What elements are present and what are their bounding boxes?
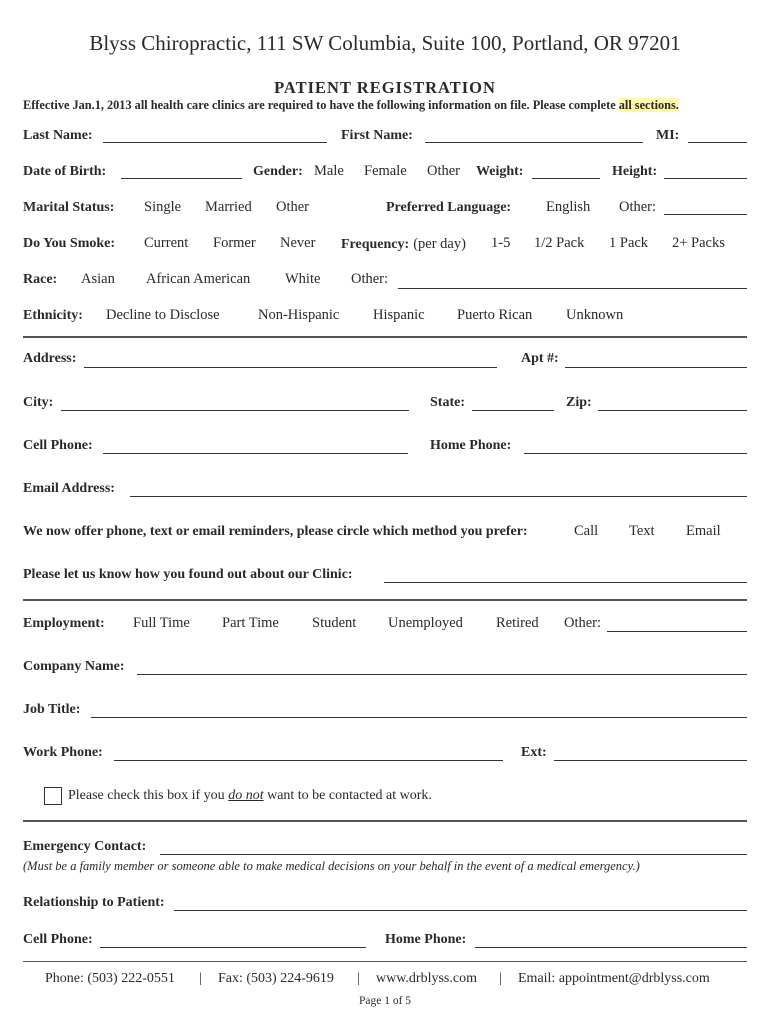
reminder-option-call[interactable]: Call: [574, 523, 599, 539]
gender-label: Gender:: [253, 164, 303, 179]
preferred-language-label: Preferred Language:: [386, 200, 512, 215]
page-number: Page 1 of 5: [358, 995, 412, 1007]
frequency-label-group: [341, 235, 466, 253]
state-field[interactable]: [472, 410, 554, 411]
emergency-contact-note: (Must be a family member or someone able to make medical decisions on your behalf in the event of a medical emergency.): [23, 859, 640, 873]
language-option-other[interactable]: Other:: [619, 199, 657, 215]
form-title: PATIENT REGISTRATION: [274, 78, 496, 97]
job-title-field[interactable]: [91, 717, 747, 718]
emergency-contact-field[interactable]: [160, 854, 747, 855]
state-label: State:: [430, 395, 465, 410]
ethnicity-label: Ethnicity:: [23, 308, 83, 323]
marital-option-other[interactable]: Other: [276, 199, 310, 215]
employment-option-full-time[interactable]: Full Time: [133, 615, 190, 631]
no-contact-at-work-text: [68, 788, 432, 804]
frequency-option-half-pack[interactable]: 1/2 Pack: [534, 235, 585, 251]
footer-separator: |: [499, 971, 502, 986]
footer-divider: [23, 961, 747, 962]
apt-field[interactable]: [565, 367, 747, 368]
footer-separator: |: [357, 971, 360, 986]
mi-field[interactable]: [688, 142, 747, 143]
work-phone-label: Work Phone:: [23, 745, 103, 760]
weight-field[interactable]: [532, 178, 600, 179]
race-option-other[interactable]: Other:: [351, 271, 389, 287]
employment-option-retired[interactable]: Retired: [496, 615, 539, 631]
ethnicity-option-decline[interactable]: Decline to Disclose: [106, 307, 220, 323]
company-name-field[interactable]: [137, 674, 747, 675]
relationship-field[interactable]: [174, 910, 747, 911]
smoke-option-former[interactable]: Former: [213, 235, 256, 251]
footer-website-link[interactable]: www.drblyss.com: [376, 971, 477, 986]
race-label: Race:: [23, 272, 58, 287]
dob-field[interactable]: [121, 178, 242, 179]
home-phone-field[interactable]: [524, 453, 747, 454]
employment-other-field[interactable]: [607, 631, 747, 632]
marital-option-married[interactable]: Married: [205, 199, 252, 215]
marital-status-label: Marital Status:: [23, 200, 115, 215]
home-phone-label: Home Phone:: [430, 438, 512, 453]
notice-highlight: all sections.: [618, 98, 679, 112]
last-name-field[interactable]: [103, 142, 327, 143]
emergency-cell-phone-field[interactable]: [100, 947, 366, 948]
notice-text: [23, 98, 679, 113]
checkbox-text-prefix: Please check this box if you: [68, 788, 225, 803]
frequency-hint: (per day): [413, 236, 466, 252]
employment-option-unemployed[interactable]: Unemployed: [388, 615, 463, 631]
reminder-label: We now offer phone, text or email reminders, please circle which method you prefer:: [23, 524, 528, 539]
email-field[interactable]: [130, 496, 747, 497]
gender-option-male[interactable]: Male: [314, 163, 344, 179]
no-contact-at-work-checkbox[interactable]: [44, 787, 62, 805]
reminder-option-email[interactable]: Email: [686, 523, 721, 539]
cell-phone-label: Cell Phone:: [23, 438, 93, 453]
ext-field[interactable]: [554, 760, 747, 761]
employment-label: Employment:: [23, 616, 105, 631]
checkbox-text-emphasis: do not: [228, 788, 264, 803]
notice-prefix: Effective Jan.1, 2013 all health care clinics are required to have the following information on file. Please complete: [23, 98, 616, 112]
reminder-option-text[interactable]: Text: [629, 523, 655, 539]
smoke-option-current[interactable]: Current: [144, 235, 189, 251]
race-option-asian[interactable]: Asian: [81, 271, 115, 287]
found-us-field[interactable]: [384, 582, 747, 583]
checkbox-text-suffix: want to be contacted at work.: [267, 788, 432, 803]
cell-phone-field[interactable]: [103, 453, 408, 454]
race-option-white[interactable]: White: [285, 271, 321, 287]
ethnicity-option-unknown[interactable]: Unknown: [566, 307, 624, 323]
found-us-label: Please let us know how you found out about our Clinic:: [23, 567, 353, 582]
smoke-option-never[interactable]: Never: [280, 235, 316, 251]
dob-label: Date of Birth:: [23, 164, 107, 179]
address-label: Address:: [23, 351, 77, 366]
apt-label: Apt #:: [521, 351, 559, 366]
ethnicity-option-puerto-rican[interactable]: Puerto Rican: [457, 307, 533, 323]
gender-option-female[interactable]: Female: [364, 163, 407, 179]
email-label: Email Address:: [23, 481, 115, 496]
language-other-field[interactable]: [664, 214, 747, 215]
footer-phone: Phone: (503) 222-0551: [45, 971, 175, 986]
section-divider: [23, 599, 747, 601]
mi-label: MI:: [656, 128, 680, 143]
city-field[interactable]: [61, 410, 409, 411]
emergency-cell-phone-label: Cell Phone:: [23, 932, 93, 947]
frequency-option-1-5[interactable]: 1-5: [491, 235, 511, 251]
height-label: Height:: [612, 164, 658, 179]
first-name-label: First Name:: [341, 128, 413, 143]
race-other-field[interactable]: [398, 288, 747, 289]
marital-option-single[interactable]: Single: [144, 199, 182, 215]
clinic-address-header: Blyss Chiropractic, 111 SW Columbia, Suite 100, Portland, OR 97201: [89, 31, 681, 55]
height-field[interactable]: [664, 178, 747, 179]
ethnicity-option-hispanic[interactable]: Hispanic: [373, 307, 425, 323]
language-option-english[interactable]: English: [546, 199, 591, 215]
city-label: City:: [23, 395, 54, 410]
frequency-option-1-pack[interactable]: 1 Pack: [609, 235, 649, 251]
employment-option-part-time[interactable]: Part Time: [222, 615, 279, 631]
emergency-home-phone-field[interactable]: [475, 947, 747, 948]
zip-label: Zip:: [566, 395, 592, 410]
job-title-label: Job Title:: [23, 702, 81, 717]
weight-label: Weight:: [476, 164, 524, 179]
frequency-option-2plus-packs[interactable]: 2+ Packs: [672, 235, 725, 251]
last-name-label: Last Name:: [23, 128, 93, 143]
address-field[interactable]: [84, 367, 497, 368]
company-name-label: Company Name:: [23, 659, 125, 674]
emergency-home-phone-label: Home Phone:: [385, 932, 467, 947]
footer-fax: Fax: (503) 224-9619: [218, 971, 334, 986]
relationship-label: Relationship to Patient:: [23, 895, 165, 910]
zip-field[interactable]: [598, 410, 747, 411]
employment-option-student[interactable]: Student: [312, 615, 357, 631]
ext-label: Ext:: [521, 745, 547, 760]
work-phone-field[interactable]: [114, 760, 503, 761]
footer-email-link[interactable]: Email: appointment@drblyss.com: [518, 971, 710, 986]
first-name-field[interactable]: [425, 142, 643, 143]
emergency-contact-label: Emergency Contact:: [23, 839, 147, 854]
section-divider: [23, 336, 747, 338]
employment-option-other[interactable]: Other:: [564, 615, 602, 631]
ethnicity-option-non-hispanic[interactable]: Non-Hispanic: [258, 307, 340, 323]
frequency-label: Frequency:: [341, 237, 410, 252]
section-divider: [23, 820, 747, 822]
race-option-african-american[interactable]: African American: [146, 271, 251, 287]
smoke-label: Do You Smoke:: [23, 236, 116, 251]
gender-option-other[interactable]: Other: [427, 163, 461, 179]
footer-separator: |: [199, 971, 202, 986]
